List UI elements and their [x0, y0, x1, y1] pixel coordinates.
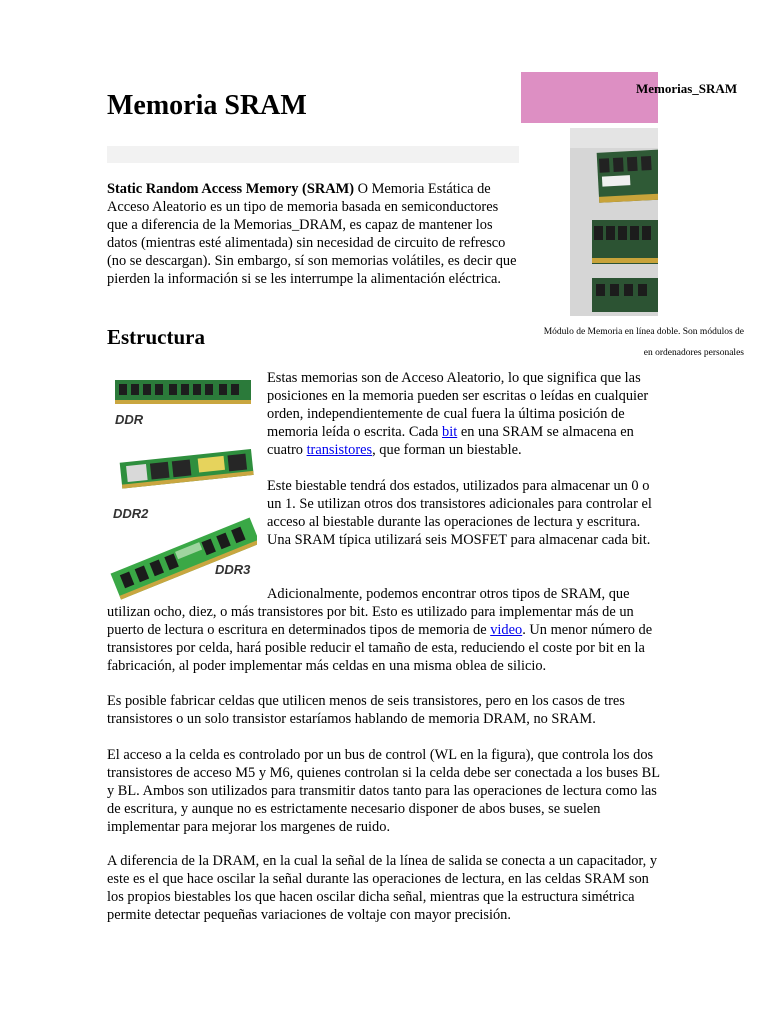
ddr-modules-image: [107, 372, 257, 600]
intro-text: O Memoria Estática de Acceso Aleatorio es un tipo de memoria basada en semiconductores que a diferencia de la Memorias_DRAM, es capaz de mantener los datos (mientras esté alimentada) sin necesidad de circuito de refresco (no se descargan). Sin embargo, sí son memorias volátiles, es decir que pierden la información si se les interrumpe la alimentación eléctrica.: [107, 181, 517, 287]
photo-caption: [510, 322, 744, 364]
p1-text-b: en una SRAM se almacena en cuatro: [267, 424, 634, 458]
photo-caption-line-2: en ordenadores personales: [643, 348, 744, 358]
p1-text-c: , que forman un biestable.: [372, 442, 522, 458]
link-transistores[interactable]: transistores: [306, 442, 373, 458]
paragraph-estructura-3-first-line: Adicionalmente, podemos encontrar otros tipos de SRAM, que: [267, 586, 630, 602]
paragraph-estructura-1: [267, 369, 662, 459]
memory-modules-photo: [570, 128, 658, 316]
sidebar-title: Memorias_SRAM: [636, 81, 738, 96]
section-heading-estructura: Estructura: [107, 325, 205, 349]
intro-paragraph: [107, 180, 522, 288]
paragraph-estructura-3: [107, 603, 660, 675]
paragraph-estructura-5: El acceso a la celda es controlado por un bus de control (WL en la figura), que controla los dos transistores de acceso M5 y M6, quienes controlan si la celda debe ser conectada a los buses BL y BL. Ambos son utilizados para transmitir datos tanto para las operaciones de lectura como las de escritura, y aunque no es estrictamente necesario disponer de abos buses, se suelen implementar para mejorar los margenes de ruido.: [107, 747, 660, 835]
memory-label-ddr3: DDR3: [215, 562, 251, 577]
memory-label-ddr: DDR: [115, 412, 144, 427]
photo-caption-line-1: Módulo de Memoria en línea doble. Son módulos de: [543, 327, 744, 337]
link-bit[interactable]: bit: [442, 424, 458, 440]
memory-label-ddr2: DDR2: [113, 506, 149, 521]
memory-modules-photo-drawing: [570, 128, 658, 316]
p3-text-a: utilizan ocho, diez, o más transistores por bit. Esto es utilizado para implementar más de un puerto de lectura o escritura en determinados tipos de memoria de: [107, 604, 634, 638]
intro-bold-term: Static Random Access Memory (SRAM): [107, 181, 354, 197]
link-video[interactable]: video: [490, 622, 523, 638]
p3-text-b: . Un menor número de transistores por celda, hará posible reducir el tamaño de esta, reduciendo el coste por bit en la fabricación, al poder implementar más celdas en una misma oblea de silicio.: [107, 622, 653, 674]
p1-text-a: Estas memorias son de Acceso Aleatorio, lo que significa que las posiciones en la memoria pueden ser escritas o leídas en cualquier orden, independientemente de cual fuera la última posición de memoria leída o escrita. Cada: [267, 370, 649, 440]
title-divider-bar: [107, 146, 519, 163]
paragraph-estructura-2: Este biestable tendrá dos estados, utilizados para almacenar un 0 o un 1. Se utilizan otros dos transistores adicionales para controlar el acceso al biestable durante las operaciones de lectura y escritura. Una SRAM típica utilizará seis MOSFET para almacenar cada bit.: [267, 478, 652, 548]
page-title: Memoria SRAM: [107, 90, 307, 121]
ddr-modules-drawing: [107, 372, 257, 600]
sidebar-header-box: [521, 72, 658, 123]
paragraph-estructura-4: Es posible fabricar celdas que utilicen menos de seis transistores, pero en los casos de tres transistores o un solo transistor estaríamos hablando de memoria DRAM, no SRAM.: [107, 693, 625, 727]
paragraph-estructura-6: A diferencia de la DRAM, en la cual la señal de la línea de salida se conecta a un capacitador, y este es el que hace oscilar la señal durante las operaciones de lectura, en las celdas SRAM son los propios biestables los que hacen oscilar dicha señal, mientras que la estructura simétrica permite detectar pequeñas variaciones de voltaje con mayor precisión.: [107, 853, 658, 923]
